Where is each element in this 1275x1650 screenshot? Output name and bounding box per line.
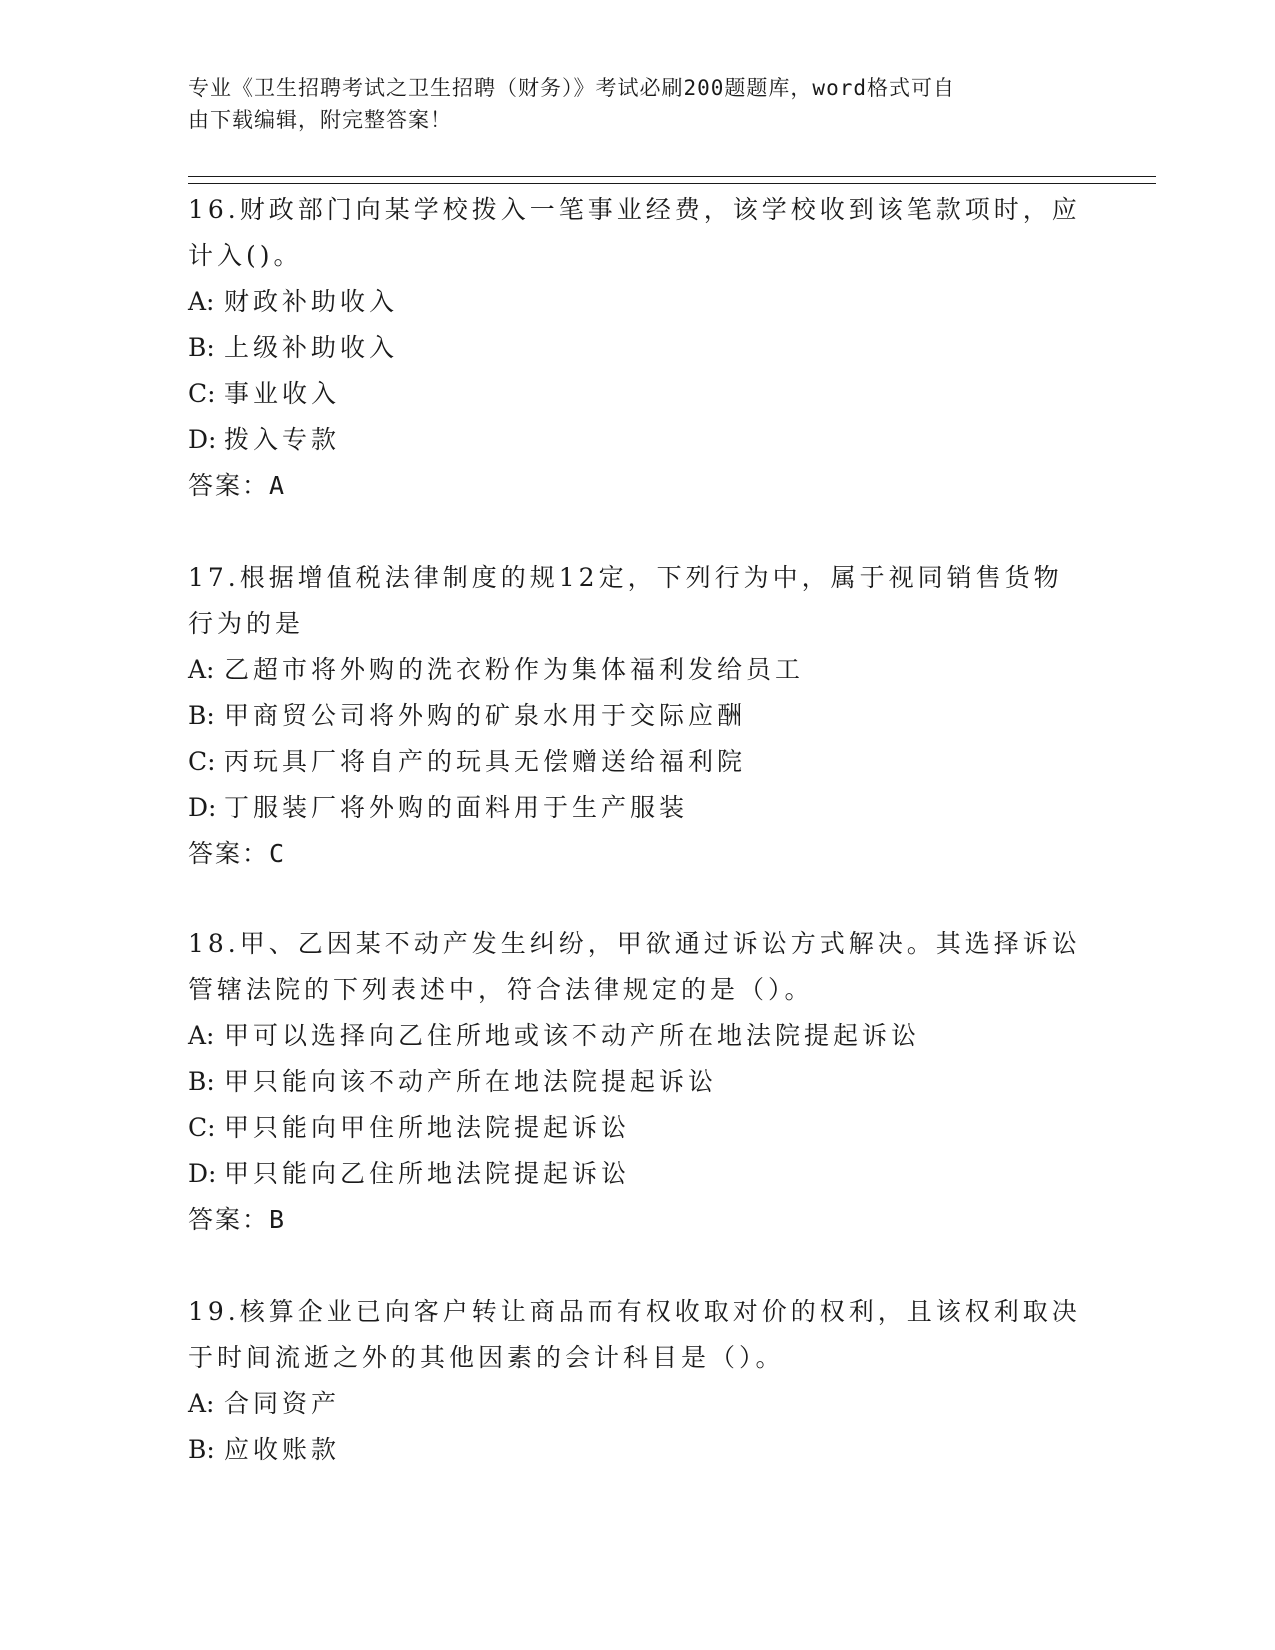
option-text: 财政补助收入 [224,287,399,316]
option-c [188,1105,1088,1151]
header-divider-top [188,176,1156,177]
option-a [188,1013,1088,1059]
option-key: A: [188,287,215,316]
option-d [188,417,1088,463]
option-key: C: [188,379,216,408]
question-stem [188,555,1088,647]
option-text: 甲只能向乙住所地法院提起诉讼 [224,1159,631,1188]
answer-line [188,463,1088,509]
question-stem-line-1: 19.核算企业已向客户转让商品而有权收取对价的权利，且该权利取决 [188,1297,1081,1326]
answer-label: 答案： [188,1205,270,1234]
option-list [188,279,1088,463]
option-key: D: [188,1159,217,1188]
answer-label: 答案： [188,471,270,500]
answer-line [188,831,1088,877]
option-key: B: [188,1435,215,1464]
option-text: 丁服装厂将外购的面料用于生产服装 [224,793,689,822]
question-stem-line-1: 16.财政部门向某学校拨入一笔事业经费，该学校收到该笔款项时，应 [188,195,1081,224]
option-key: A: [188,1021,215,1050]
option-text: 甲可以选择向乙住所地或该不动产所在地法院提起诉讼 [224,1021,921,1050]
option-c [188,739,1088,785]
answer-value: A [269,471,287,500]
question-17 [188,555,1088,877]
option-text: 甲只能向甲住所地法院提起诉讼 [224,1113,631,1142]
question-stem-line-2: 行为的是 [188,609,305,638]
header-line-1: 专业《卫生招聘考试之卫生招聘（财务）》考试必刷200题题库，word格式可自 [188,76,955,100]
option-a [188,279,1088,325]
option-list [188,647,1088,831]
option-key: D: [188,425,217,454]
question-stem-line-1: 17.根据增值税法律制度的规12定，下列行为中，属于视同销售货物 [188,563,1063,592]
header-line-2: 由下载编辑，附完整答案！ [188,108,452,132]
answer-label: 答案： [188,839,270,868]
answer-value: B [269,1205,287,1234]
option-list [188,1381,1088,1473]
document-header [188,72,1068,136]
option-text: 甲只能向该不动产所在地法院提起诉讼 [224,1067,718,1096]
option-a [188,647,1088,693]
option-key: A: [188,655,215,684]
answer-line [188,1197,1088,1243]
question-18 [188,921,1088,1243]
option-key: D: [188,793,217,822]
question-stem [188,1289,1088,1381]
option-key: B: [188,1067,215,1096]
option-text: 拨入专款 [224,425,341,454]
option-c [188,371,1088,417]
option-key: B: [188,701,215,730]
option-b [188,1427,1088,1473]
option-text: 事业收入 [224,379,341,408]
option-key: C: [188,1113,216,1142]
question-stem-line-2: 于时间流逝之外的其他因素的会计科目是（）。 [188,1343,785,1372]
option-text: 合同资产 [224,1389,341,1418]
answer-value: C [269,839,287,868]
option-list [188,1013,1088,1197]
option-d [188,1151,1088,1197]
header-divider-bottom [188,183,1156,184]
option-a [188,1381,1088,1427]
option-text: 甲商贸公司将外购的矿泉水用于交际应酬 [224,701,747,730]
option-text: 丙玩具厂将自产的玩具无偿赠送给福利院 [224,747,747,776]
option-text: 应收账款 [224,1435,341,1464]
question-stem [188,187,1088,279]
option-b [188,693,1088,739]
question-stem-line-1: 18.甲、乙因某不动产发生纠纷，甲欲通过诉讼方式解决。其选择诉讼 [188,929,1081,958]
question-stem [188,921,1088,1013]
option-d [188,785,1088,831]
option-key: C: [188,747,216,776]
option-b [188,1059,1088,1105]
question-16 [188,187,1088,509]
option-b [188,325,1088,371]
option-text: 上级补助收入 [224,333,399,362]
question-stem-line-2: 管辖法院的下列表述中，符合法律规定的是（）。 [188,975,814,1004]
question-stem-line-2: 计入()。 [188,241,303,270]
option-text: 乙超市将外购的洗衣粉作为集体福利发给员工 [224,655,805,684]
option-key: A: [188,1389,215,1418]
question-19 [188,1289,1088,1473]
option-key: B: [188,333,215,362]
